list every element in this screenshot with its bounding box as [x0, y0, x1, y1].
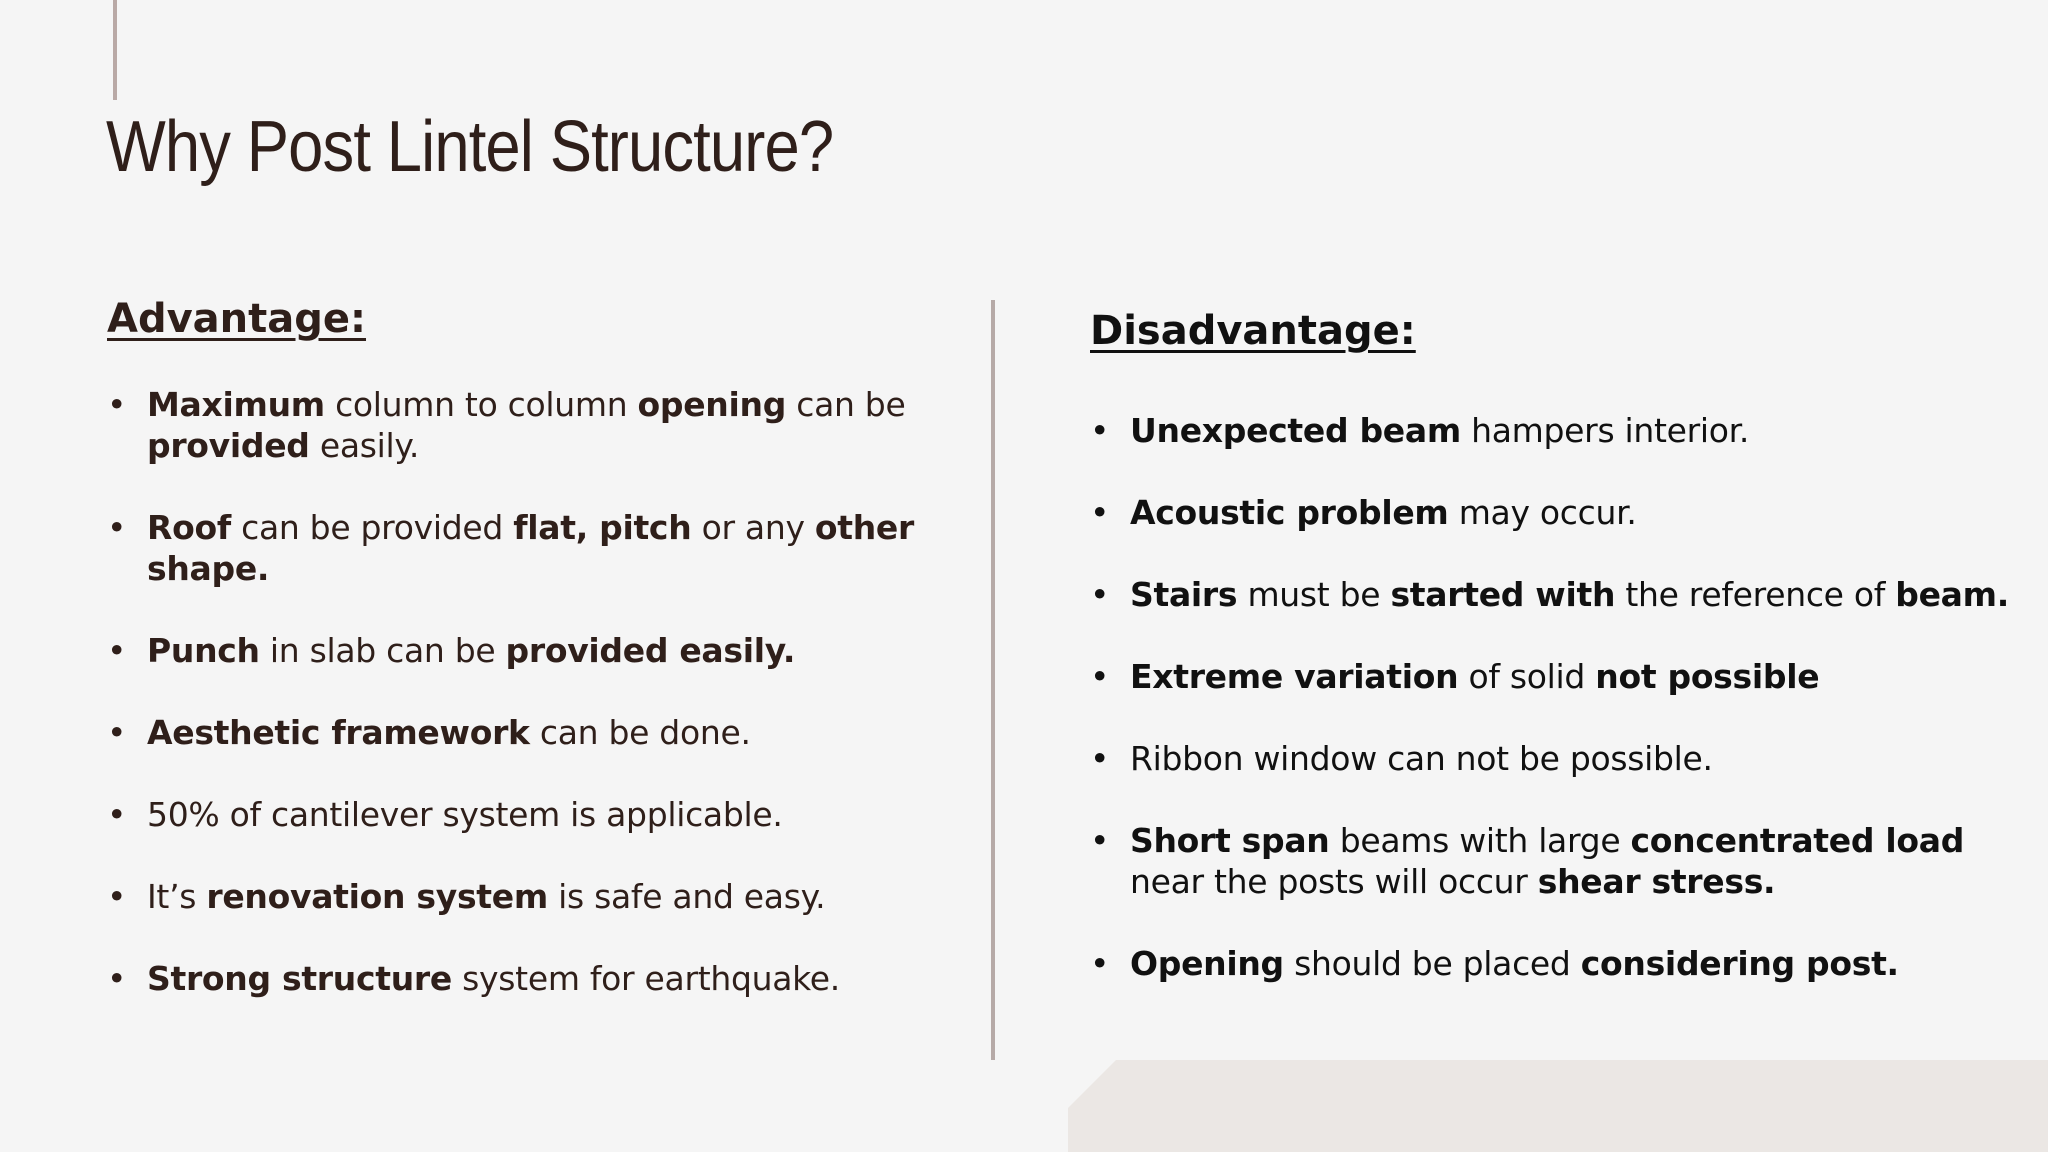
disadvantage-item-2 — [1090, 492, 2020, 533]
bold-text: Opening — [1130, 944, 1284, 983]
bold-text: Extreme variation — [1130, 657, 1459, 696]
bold-text: provided — [147, 426, 310, 465]
bold-text: started with — [1390, 575, 1616, 614]
decorative-corner-shape — [1068, 1060, 2048, 1152]
text: easily. — [309, 426, 420, 465]
bold-text: concentrated load — [1630, 821, 1965, 860]
text: should be placed — [1283, 944, 1581, 983]
text: can be done. — [529, 713, 751, 752]
bold-text: Acoustic problem — [1130, 493, 1449, 532]
bold-text: other shape. — [147, 508, 914, 588]
bold-text: Punch — [147, 631, 260, 670]
text: system for earthquake. — [451, 959, 840, 998]
bold-text: not possible — [1595, 657, 1820, 696]
text: Ribbon window can not be possible. — [1130, 739, 1713, 778]
bold-text: Aesthetic framework — [147, 713, 530, 752]
text: It’s — [147, 877, 207, 916]
bold-text: Unexpected beam — [1130, 411, 1461, 450]
advantage-item-3 — [107, 630, 987, 671]
bullet-icon: • — [107, 508, 127, 547]
bold-text: Short span — [1130, 821, 1330, 860]
bullet-icon: • — [1090, 575, 1110, 614]
bullet-icon: • — [1090, 944, 1110, 983]
text: can be — [786, 385, 906, 424]
text: can be provided — [230, 508, 514, 547]
advantage-item-4 — [107, 712, 987, 753]
top-accent-rule — [113, 0, 117, 100]
text: hampers interior. — [1460, 411, 1750, 450]
text: near the posts will occur — [1130, 862, 1538, 901]
disadvantage-item-4 — [1090, 656, 2020, 697]
disadvantage-item-7 — [1090, 943, 2020, 984]
bold-text: flat, pitch — [513, 508, 692, 547]
bullet-icon: • — [107, 631, 127, 670]
bold-text: shear stress. — [1537, 862, 1776, 901]
advantage-item-6 — [107, 876, 987, 917]
advantage-item-7 — [107, 958, 987, 999]
bold-text: Strong structure — [147, 959, 452, 998]
disadvantage-heading: Disadvantage: — [1090, 308, 1416, 354]
text: or any — [691, 508, 815, 547]
disadvantage-item-6 — [1090, 820, 2020, 902]
disadvantage-item-1 — [1090, 410, 2020, 451]
advantage-list — [107, 384, 987, 1040]
text: 50% of cantilever system is applicable. — [147, 795, 783, 834]
text: the reference of — [1615, 575, 1896, 614]
bullet-icon: • — [1090, 739, 1110, 778]
bullet-icon: • — [107, 385, 127, 424]
text: must be — [1237, 575, 1391, 614]
bold-text: beam. — [1895, 575, 2009, 614]
bold-text: considering post. — [1580, 944, 1899, 983]
bold-text: opening — [637, 385, 787, 424]
advantage-heading: Advantage: — [107, 296, 367, 342]
advantage-item-1 — [107, 384, 987, 466]
text: in slab can be — [259, 631, 506, 670]
text: may occur. — [1448, 493, 1637, 532]
bullet-icon: • — [107, 713, 127, 752]
bullet-icon: • — [107, 795, 127, 834]
text: is safe and easy. — [547, 877, 826, 916]
bullet-icon: • — [107, 959, 127, 998]
bold-text: renovation system — [206, 877, 548, 916]
advantage-item-5 — [107, 794, 987, 835]
text: beams with large — [1329, 821, 1631, 860]
bullet-icon: • — [1090, 657, 1110, 696]
disadvantage-list — [1090, 410, 2020, 1025]
advantage-item-2 — [107, 507, 987, 589]
bullet-icon: • — [107, 877, 127, 916]
disadvantage-item-3 — [1090, 574, 2020, 615]
bullet-icon: • — [1090, 821, 1110, 860]
bold-text: Maximum — [147, 385, 325, 424]
bold-text: provided easily. — [505, 631, 796, 670]
text: of solid — [1458, 657, 1596, 696]
bullet-icon: • — [1090, 411, 1110, 450]
text: column to column — [324, 385, 638, 424]
bold-text: Roof — [147, 508, 231, 547]
disadvantage-item-5 — [1090, 738, 2020, 779]
bold-text: Stairs — [1130, 575, 1238, 614]
slide-title: Why Post Lintel Structure? — [106, 107, 834, 187]
column-divider — [991, 300, 995, 1060]
bullet-icon: • — [1090, 493, 1110, 532]
